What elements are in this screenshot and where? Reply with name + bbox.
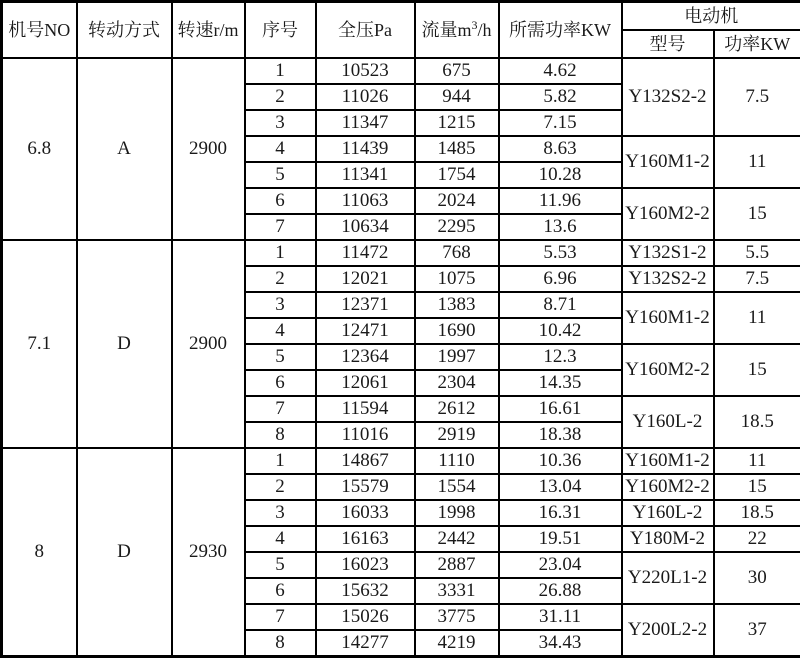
seq-cell: 8 [245, 422, 316, 448]
pressure-cell: 11439 [316, 136, 415, 162]
motor-power-cell: 22 [714, 526, 800, 552]
header-motor-model: 型号 [622, 30, 714, 58]
required-power-cell: 6.96 [499, 266, 622, 292]
flow-cell: 1383 [415, 292, 499, 318]
fan-no-cell: 8 [2, 448, 77, 657]
header-flow-suffix: /h [477, 19, 492, 40]
required-power-cell: 16.31 [499, 500, 622, 526]
header-motor-group: 电动机 [622, 2, 800, 31]
motor-power-cell: 11 [714, 292, 800, 344]
pressure-cell: 11016 [316, 422, 415, 448]
table-header [2, 2, 800, 59]
pressure-cell: 11347 [316, 110, 415, 136]
motor-power-cell: 11 [714, 136, 800, 188]
motor-model-cell: Y132S2-2 [622, 58, 714, 136]
seq-cell: 6 [245, 370, 316, 396]
fan-no-cell: 7.1 [2, 240, 77, 448]
required-power-cell: 12.3 [499, 344, 622, 370]
motor-power-cell: 11 [714, 448, 800, 474]
pressure-cell: 15026 [316, 604, 415, 630]
seq-cell: 1 [245, 448, 316, 474]
motor-model-cell: Y160M1-2 [622, 292, 714, 344]
motor-model-cell: Y180M-2 [622, 526, 714, 552]
flow-cell: 3331 [415, 578, 499, 604]
seq-cell: 6 [245, 188, 316, 214]
header-row-top [2, 2, 800, 31]
motor-power-cell: 15 [714, 474, 800, 500]
seq-cell: 5 [245, 162, 316, 188]
pressure-cell: 15632 [316, 578, 415, 604]
required-power-cell: 8.63 [499, 136, 622, 162]
motor-model-cell: Y160M1-2 [622, 448, 714, 474]
header-fan-no: 机号NO [2, 2, 77, 59]
motor-power-cell: 15 [714, 344, 800, 396]
required-power-cell: 4.62 [499, 58, 622, 84]
pressure-cell: 16163 [316, 526, 415, 552]
required-power-cell: 31.11 [499, 604, 622, 630]
pressure-cell: 16023 [316, 552, 415, 578]
drive-mode-cell: D [77, 448, 172, 657]
motor-power-cell: 15 [714, 188, 800, 240]
flow-cell: 1690 [415, 318, 499, 344]
table-body [2, 58, 800, 657]
pressure-cell: 10523 [316, 58, 415, 84]
table-row [2, 58, 800, 84]
seq-cell: 3 [245, 500, 316, 526]
required-power-cell: 10.28 [499, 162, 622, 188]
seq-cell: 8 [245, 630, 316, 657]
motor-model-cell: Y160L-2 [622, 396, 714, 448]
motor-model-cell: Y160M2-2 [622, 344, 714, 396]
motor-model-cell: Y220L1-2 [622, 552, 714, 604]
seq-cell: 5 [245, 344, 316, 370]
required-power-cell: 14.35 [499, 370, 622, 396]
flow-cell: 3775 [415, 604, 499, 630]
required-power-cell: 10.42 [499, 318, 622, 344]
flow-cell: 1110 [415, 448, 499, 474]
flow-cell: 1554 [415, 474, 499, 500]
flow-cell: 2442 [415, 526, 499, 552]
seq-cell: 7 [245, 604, 316, 630]
required-power-cell: 11.96 [499, 188, 622, 214]
motor-power-cell: 7.5 [714, 58, 800, 136]
motor-model-cell: Y160M2-2 [622, 188, 714, 240]
seq-cell: 1 [245, 240, 316, 266]
motor-power-cell: 37 [714, 604, 800, 657]
required-power-cell: 16.61 [499, 396, 622, 422]
motor-power-cell: 18.5 [714, 500, 800, 526]
motor-model-cell: Y160L-2 [622, 500, 714, 526]
seq-cell: 4 [245, 318, 316, 344]
motor-model-cell: Y132S2-2 [622, 266, 714, 292]
required-power-cell: 23.04 [499, 552, 622, 578]
pressure-cell: 15579 [316, 474, 415, 500]
pressure-cell: 12471 [316, 318, 415, 344]
fan-no-cell: 6.8 [2, 58, 77, 240]
header-drive-mode: 转动方式 [77, 2, 172, 59]
pressure-cell: 12364 [316, 344, 415, 370]
header-motor-power: 功率KW [714, 30, 800, 58]
required-power-cell: 7.15 [499, 110, 622, 136]
seq-cell: 6 [245, 578, 316, 604]
flow-cell: 1215 [415, 110, 499, 136]
seq-cell: 3 [245, 110, 316, 136]
required-power-cell: 5.82 [499, 84, 622, 110]
pressure-cell: 16033 [316, 500, 415, 526]
seq-cell: 2 [245, 474, 316, 500]
pressure-cell: 14277 [316, 630, 415, 657]
flow-cell: 944 [415, 84, 499, 110]
pressure-cell: 11472 [316, 240, 415, 266]
seq-cell: 2 [245, 266, 316, 292]
header-seq: 序号 [245, 2, 316, 59]
pressure-cell: 11063 [316, 188, 415, 214]
seq-cell: 3 [245, 292, 316, 318]
flow-cell: 2887 [415, 552, 499, 578]
required-power-cell: 8.71 [499, 292, 622, 318]
header-required-power: 所需功率KW [499, 2, 622, 59]
flow-cell: 1485 [415, 136, 499, 162]
motor-model-cell: Y200L2-2 [622, 604, 714, 657]
required-power-cell: 26.88 [499, 578, 622, 604]
header-speed: 转速r/m [172, 2, 245, 59]
seq-cell: 7 [245, 396, 316, 422]
seq-cell: 5 [245, 552, 316, 578]
header-pressure: 全压Pa [316, 2, 415, 59]
pressure-cell: 11341 [316, 162, 415, 188]
drive-mode-cell: A [77, 58, 172, 240]
flow-cell: 1998 [415, 500, 499, 526]
flow-cell: 675 [415, 58, 499, 84]
pressure-cell: 12061 [316, 370, 415, 396]
pressure-cell: 14867 [316, 448, 415, 474]
header-flow-superscript: 3 [471, 17, 478, 32]
flow-cell: 2024 [415, 188, 499, 214]
header-flow-prefix: 流量m [421, 19, 472, 40]
speed-cell: 2930 [172, 448, 245, 657]
table-row [2, 240, 800, 266]
seq-cell: 4 [245, 526, 316, 552]
header-flow [415, 2, 499, 59]
seq-cell: 2 [245, 84, 316, 110]
required-power-cell: 34.43 [499, 630, 622, 657]
speed-cell: 2900 [172, 58, 245, 240]
flow-cell: 1754 [415, 162, 499, 188]
flow-cell: 2919 [415, 422, 499, 448]
table-row [2, 448, 800, 474]
motor-model-cell: Y160M2-2 [622, 474, 714, 500]
seq-cell: 7 [245, 214, 316, 240]
pressure-cell: 11026 [316, 84, 415, 110]
motor-power-cell: 7.5 [714, 266, 800, 292]
flow-cell: 2304 [415, 370, 499, 396]
pressure-cell: 12021 [316, 266, 415, 292]
flow-cell: 768 [415, 240, 499, 266]
speed-cell: 2900 [172, 240, 245, 448]
flow-cell: 4219 [415, 630, 499, 657]
seq-cell: 4 [245, 136, 316, 162]
pressure-cell: 11594 [316, 396, 415, 422]
pressure-cell: 10634 [316, 214, 415, 240]
required-power-cell: 5.53 [499, 240, 622, 266]
drive-mode-cell: D [77, 240, 172, 448]
flow-cell: 1075 [415, 266, 499, 292]
motor-model-cell: Y132S1-2 [622, 240, 714, 266]
required-power-cell: 18.38 [499, 422, 622, 448]
flow-cell: 1997 [415, 344, 499, 370]
required-power-cell: 19.51 [499, 526, 622, 552]
motor-model-cell: Y160M1-2 [622, 136, 714, 188]
flow-cell: 2295 [415, 214, 499, 240]
motor-power-cell: 18.5 [714, 396, 800, 448]
required-power-cell: 10.36 [499, 448, 622, 474]
motor-power-cell: 30 [714, 552, 800, 604]
required-power-cell: 13.04 [499, 474, 622, 500]
flow-cell: 2612 [415, 396, 499, 422]
pressure-cell: 12371 [316, 292, 415, 318]
seq-cell: 1 [245, 58, 316, 84]
motor-power-cell: 5.5 [714, 240, 800, 266]
required-power-cell: 13.6 [499, 214, 622, 240]
